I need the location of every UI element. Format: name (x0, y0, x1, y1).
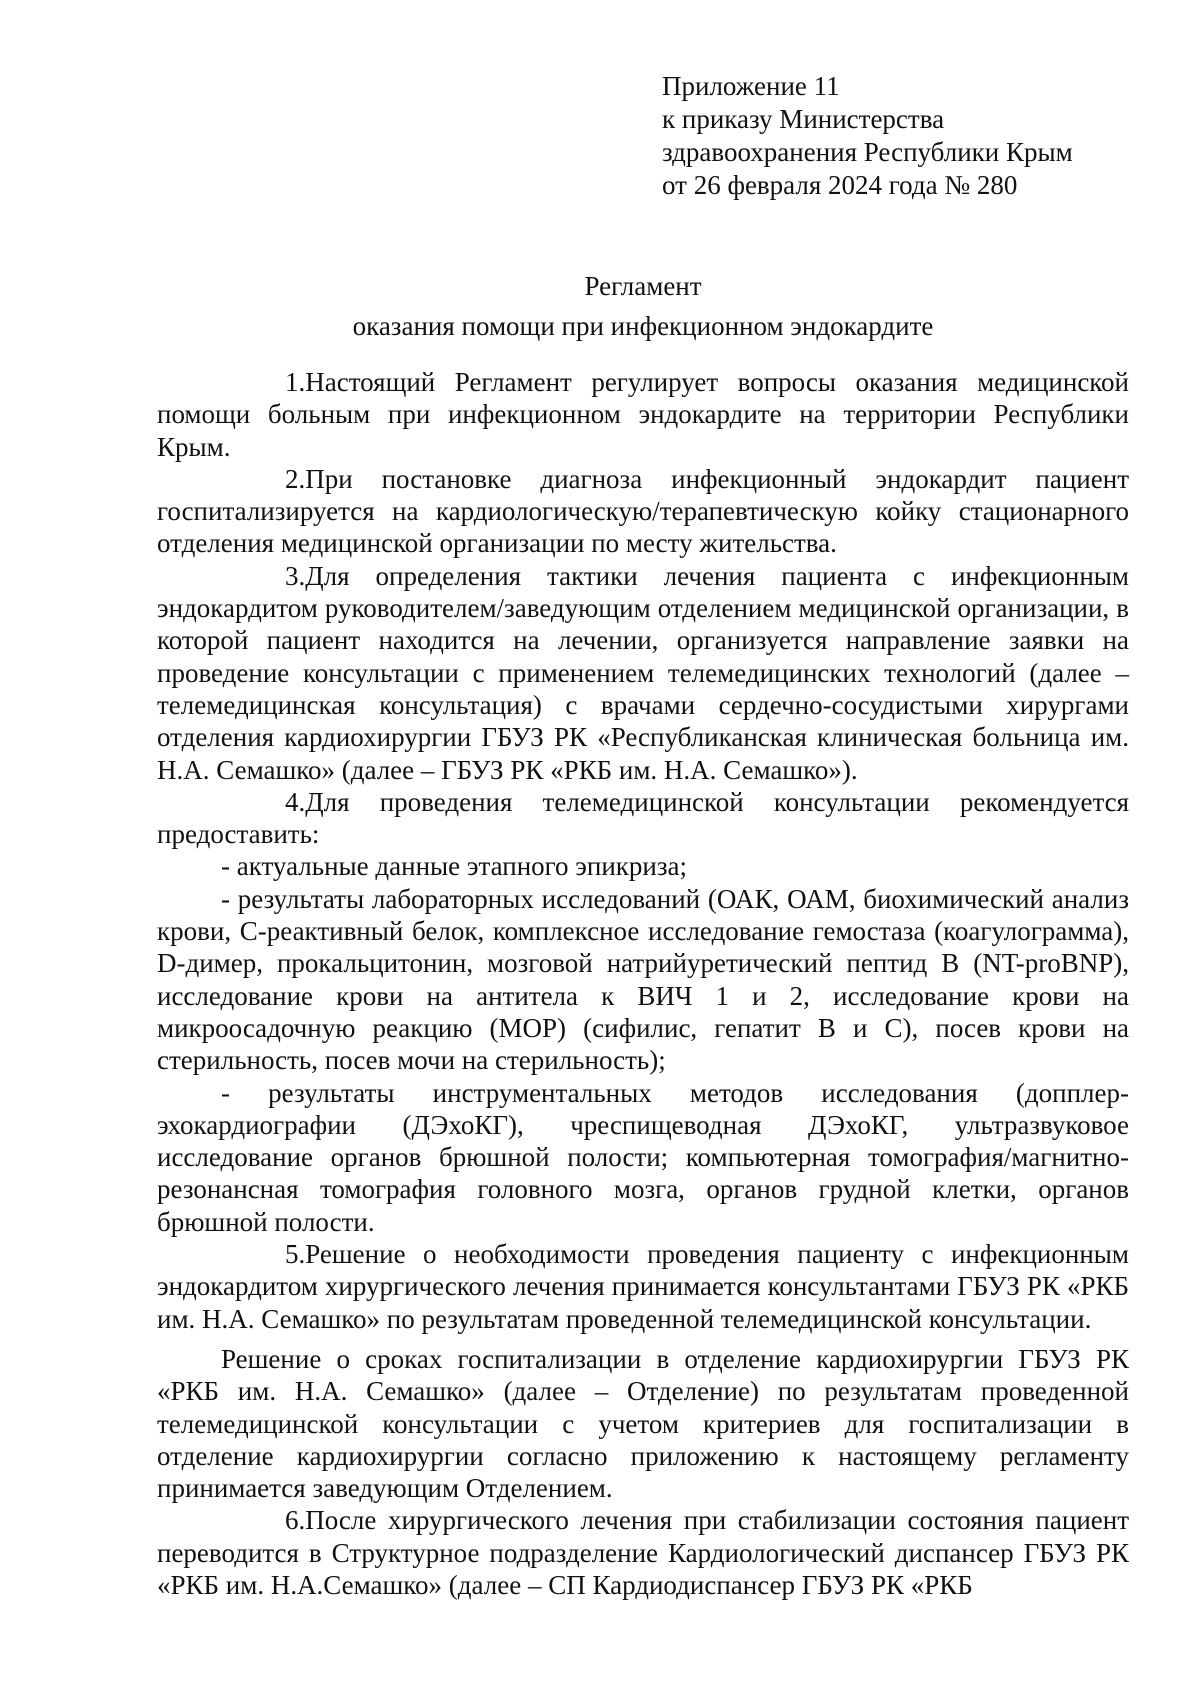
list-item: - актуальные данные этапного эпикриза; (221, 851, 688, 882)
appendix-line: здравоохранения Республики Крым (662, 137, 1073, 167)
paragraph-number: 3. (285, 560, 306, 591)
document-subtitle: оказания помощи при инфекционном эндокардите (352, 311, 934, 341)
paragraph-number: 1. (285, 367, 306, 397)
paragraph-number: 4. (285, 786, 306, 817)
paragraph-2 (157, 463, 1129, 560)
paragraph-3 (157, 560, 1129, 786)
document-title: Регламент (584, 271, 702, 301)
paragraph-text: Для определения тактики лечения пациента с инфекционным эндокардитом руководителем/заведующим отделением медицинской организации, в которой пациент находится на лечении, организуется направление заявки на проведение консультации с применением телемедицинских технологий (далее – телемедицинская консультация) с врачами сердечно-сосудистыми хирургами отделения кардиохирургии ГБУЗ РК «Республиканская клиническая больница им. Н.А. Семашко» (далее – ГБУЗ РК «РКБ им. Н.А. Семашко»). (157, 560, 1129, 785)
paragraph-number: 6. (285, 1505, 306, 1536)
paragraph-text: Настоящий Регламент регулирует вопросы оказания медицинской помощи больным при инфекционном эндокардите на территории Республики Крым. (157, 367, 1129, 462)
paragraph-number: 5. (285, 1239, 306, 1270)
appendix-header (662, 70, 1073, 202)
list-item: - результаты лабораторных исследований (ОАК, ОАМ, биохимический анализ крови, С-реактивный белок, комплексное исследование гемостаза (коагулограмма), D-димер, прокальцитонин, мозговой натрийуретический пептид B (NT-proBNP), исследование крови на антитела к ВИЧ 1 и 2, исследование крови на микроосадочную реакцию (МОР) (сифилис, гепатит В и С), посев крови на стерильность, посев мочи на стерильность); (157, 883, 1129, 1076)
paragraph-text: После хирургического лечения при стабилизации состояния пациент переводится в Структурное подразделение Кардиологический диспансер ГБУЗ РК «РКБ им. Н.А.Семашко» (далее – СП Кардиодиспансер ГБУЗ РК «РКБ (157, 1505, 1129, 1600)
paragraph-1 (157, 366, 1129, 463)
document-body (157, 366, 1129, 1601)
paragraph-text: Для проведения телемедицинской консультации рекомендуется предоставить: (157, 786, 1129, 850)
paragraph-6 (157, 1504, 1129, 1601)
paragraph-5 (157, 1238, 1129, 1335)
appendix-line: к приказу Министерства (662, 104, 945, 134)
paragraph-4 (157, 786, 1129, 851)
paragraph-5-continued: Решение о сроках госпитализации в отделение кардиохирургии ГБУЗ РК «РКБ им. Н.А. Семашко» (далее – Отделение) по результатам проведенной телемедицинской консультации с учетом критериев для госпитализации в отделение кардиохирургии согласно приложению к настоящему регламенту принимается заведующим Отделением. (157, 1343, 1129, 1504)
paragraph-text: При постановке диагноза инфекционный эндокардит пациент госпитализируется на кардиологическую/терапевтическую койку стационарного отделения медицинской организации по месту жительства. (157, 463, 1129, 559)
list-item: - результаты инструментальных методов исследования (допплер-эхокардиографии (ДЭхоКГ), чреспищеводная ДЭхоКГ, ультразвуковое исследование органов брюшной полости; компьютерная томография/магнитно-резонансная томография головного мозга, органов грудной клетки, органов брюшной полости. (157, 1077, 1129, 1237)
paragraph-number: 2. (285, 463, 306, 494)
appendix-line: от 26 февраля 2024 года № 280 (662, 170, 1018, 200)
paragraph-text: Решение о необходимости проведения пациенту с инфекционным эндокардитом хирургического лечения принимается консультантами ГБУЗ РК «РКБ им. Н.А. Семашко» по результатам проведенной телемедицинской консультации. (157, 1239, 1129, 1334)
appendix-line: Приложение 11 (662, 71, 840, 101)
